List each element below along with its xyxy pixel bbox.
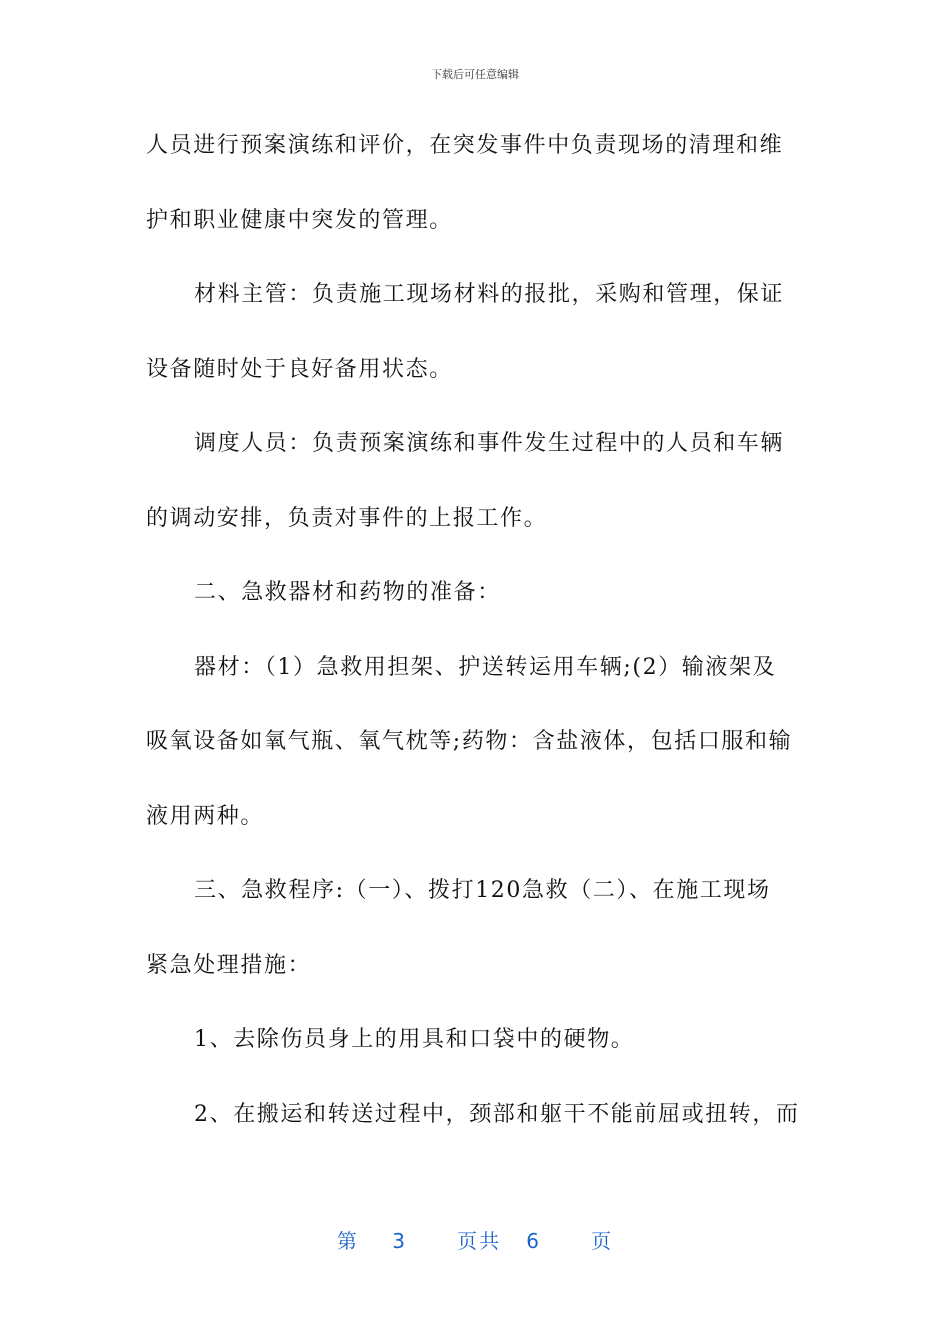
body-line: 吸氧设备如氧气瓶、氧气枕等;药物：含盐液体，包括口服和输 xyxy=(146,729,793,754)
body-line: 护和职业健康中突发的管理。 xyxy=(146,207,453,233)
section-heading: 二、急救器材和药物的准备： xyxy=(194,580,501,605)
page-header: 下载后可任意编辑 xyxy=(431,68,519,81)
total-pages-number: 6 xyxy=(526,1229,541,1253)
body-line: 液用两种。 xyxy=(146,803,265,829)
page-label-post: 页 xyxy=(591,1229,614,1253)
page-label-pre: 第 xyxy=(336,1229,359,1253)
body-line: 人员进行预案演练和评价，在突发事件中负责现场的清理和维 xyxy=(146,133,784,158)
list-item: 2、在搬运和转送过程中，颈部和躯干不能前屈或扭转，而 xyxy=(194,1101,800,1127)
body-line: 的调动安排，负责对事件的上报工作。 xyxy=(146,505,548,531)
page-footer xyxy=(0,1225,950,1254)
section-heading: 三、急救程序:（一）、拨打120急救（二）、在施工现场 xyxy=(194,878,771,903)
current-page-number: 3 xyxy=(392,1229,408,1253)
body-line: 设备随时处于良好备用状态。 xyxy=(146,356,453,382)
body-line: 材料主管：负责施工现场材料的报批，采购和管理，保证 xyxy=(194,282,785,307)
body-line: 器材：（1）急救用担架、护送转运用车辆;(2）输液架及 xyxy=(194,654,777,680)
body-line: 紧急处理措施： xyxy=(146,952,312,978)
list-item: 1、去除伤员身上的用具和口袋中的硬物。 xyxy=(194,1027,635,1052)
page-label-mid: 页共 xyxy=(457,1229,502,1253)
body-line: 调度人员：负责预案演练和事件发生过程中的人员和车辆 xyxy=(194,431,785,456)
document-body xyxy=(146,118,806,1161)
